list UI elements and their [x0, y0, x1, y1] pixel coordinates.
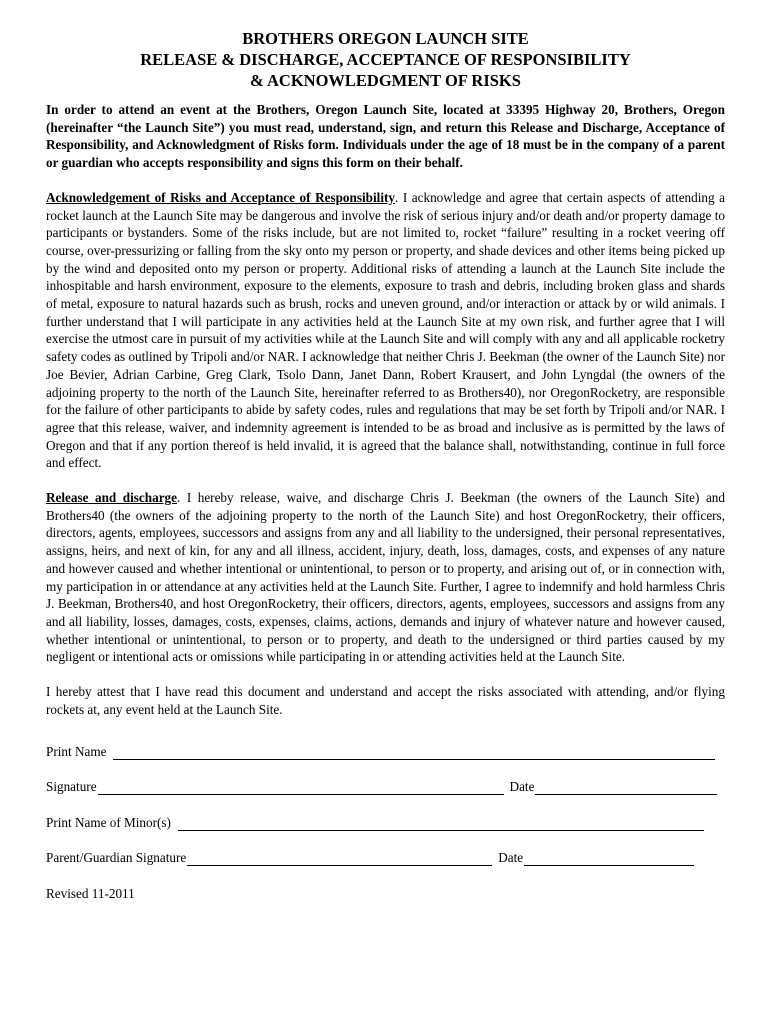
acknowledgement-section [46, 189, 725, 472]
document-title [46, 28, 725, 91]
signature-label: Signature [46, 779, 97, 794]
title-line-3: & ACKNOWLEDGMENT OF RISKS [250, 71, 521, 90]
guardian-signature-label: Parent/Guardian Signature [46, 850, 187, 865]
signature-date-field[interactable] [535, 781, 717, 795]
signature-field[interactable] [98, 781, 504, 795]
guardian-date-label: Date [498, 850, 524, 865]
signature-row [46, 778, 725, 795]
guardian-row [46, 849, 725, 866]
guardian-date-field[interactable] [524, 852, 694, 866]
title-line-1: BROTHERS OREGON LAUNCH SITE [242, 29, 529, 48]
release-body: . I hereby release, waive, and discharge Chris J. Beekman (the owners of the Launch Site) and Brothers40 (the owners of the adjoining property to the north of the Launch Site) and host OregonRocketry, their officers, directors, agents, employees, successors and assigns from any and all liability to the undersigned, their personal representatives, assigns, heirs, and next of kin, for any and all illness, accident, injury, death, loss, damages, costs, and expenses of any nature and however caused and whether intentional or unintentional, to person or to property, and arising out of, or in connection with, my participation in or attendance at any activities held at the Launch Site. Further, I agree to indemnify and hold harmless Chris J. Beekman, Brothers40, and host OregonRocketry, their officers, directors, agents, employees, successors and assigns from any and all liability, losses, damages, costs, expenses, claims, actions, demands and injury of whatever nature and however caused, whether intentional or unintentional, to person or to property, and death to the undersigned or third parties caused by my negligent or intentional acts or omissions while participating in or attending activities held at the Launch Site. [46, 490, 725, 665]
intro-paragraph: In order to attend an event at the Brothers, Oregon Launch Site, located at 33395 Highway 20, Brothers, Oregon (hereinafter “the Launch Site”) you must read, understand, sign, and return this Release and Discharge, Acceptance of Responsibility, and Acknowledgment of Risks form. Individuals under the age of 18 must be in the company of a parent or guardian who accepts responsibility and signs this form on their behalf. [46, 102, 725, 171]
print-name-label: Print Name [46, 743, 107, 759]
print-name-row [46, 743, 725, 760]
attest-paragraph: I hereby attest that I have read this document and understand and accept the risks associated with attending, and/or flying rockets at, any event held at the Launch Site. [46, 684, 725, 717]
acknowledgement-heading: Acknowledgement of Risks and Acceptance of Responsibility [46, 189, 395, 205]
release-heading: Release and discharge [46, 490, 177, 506]
title-line-2: RELEASE & DISCHARGE, ACCEPTANCE OF RESPONSIBILITY [140, 50, 631, 69]
minor-name-label: Print Name of Minor(s) [46, 814, 171, 830]
guardian-signature-field[interactable] [187, 852, 492, 866]
signature-date-label: Date [509, 779, 535, 794]
print-name-field[interactable] [113, 746, 715, 760]
release-section [46, 489, 725, 666]
minor-name-field[interactable] [178, 817, 704, 831]
revision-note: Revised 11-2011 [46, 885, 135, 901]
minor-name-row [46, 814, 725, 831]
acknowledgement-body: . I acknowledge and agree that certain aspects of attending a rocket launch at the Launch Site may be dangerous and involve the risk of serious injury and/or death and/or property damage to participants or bystanders. Some of the risks include, but are not limited to, rocket “failure” resulting in a rocket veering off course, over-pressurizing or falling from the sky onto my person or property, and shade devices and other items being picked up by the wind and deposited onto my person or property. Additional risks of attending a launch at the Launch Site include the inhospitable and harsh environment, exposure to the elements, exposure to trash and debris, including broken glass and shards of metal, exposure to natural hazards such as brush, rocks and uneven ground, and/or interaction or attack by or wild animals. I further understand that I will participate in any activities held at the Launch Site at my own risk, and further agree that I will exercise the utmost care in pursuit of my activities while at the Launch Site and will comply with any and all applicable rocketry safety codes as outlined by Tripoli and/or NAR. I acknowledge that neither Chris J. Beekman (the owner of the Launch Site) nor Joe Bevier, Adrian Carbine, Greg Clark, Tsolo Dann, Janet Dann, Robert Krausert, and John Lyngdal (the owners of the adjoining property to the north of the Launch Site, hereinafter referred to as Brothers40), nor OregonRocketry, are responsible for the failure of other participants to abide by safety codes, rules and regulations that may be set forth by Tripoli and/or NAR. I agree that this release, waiver, and indemnity agreement is intended to be as broad and inclusive as is permitted by the laws of Oregon and that if any portion thereof is held invalid, it is agreed that the balance shall, notwithstanding, continue in full force and effect. [46, 189, 725, 471]
